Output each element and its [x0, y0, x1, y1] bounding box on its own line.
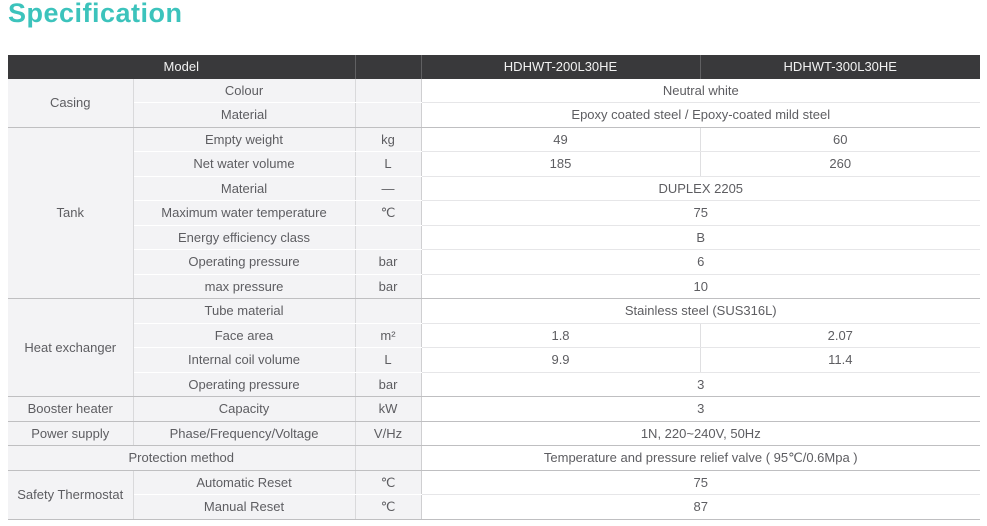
value-cell-300l: 2.07: [700, 323, 980, 348]
spec-label: Maximum water temperature: [133, 201, 355, 226]
value-cell: 75: [421, 470, 980, 495]
table-row: [8, 299, 980, 324]
unit-cell: [355, 299, 421, 324]
unit-cell: L: [355, 152, 421, 177]
unit-cell: bar: [355, 372, 421, 397]
group-cell-protection-method: Protection method: [8, 446, 355, 471]
unit-cell: [355, 79, 421, 103]
table-row: [8, 274, 980, 299]
spec-label: Material: [133, 176, 355, 201]
spec-label: Manual Reset: [133, 495, 355, 520]
unit-cell: bar: [355, 250, 421, 275]
value-cell: 3: [421, 372, 980, 397]
unit-cell: —: [355, 176, 421, 201]
table-row: [8, 225, 980, 250]
value-cell: 1N, 220~240V, 50Hz: [421, 421, 980, 446]
spec-label: Operating pressure: [133, 250, 355, 275]
unit-cell: m²: [355, 323, 421, 348]
table-row: [8, 348, 980, 373]
table-row: [8, 421, 980, 446]
unit-cell: ℃: [355, 201, 421, 226]
unit-cell: ℃: [355, 495, 421, 520]
spec-label: Face area: [133, 323, 355, 348]
table-row: [8, 372, 980, 397]
value-cell: Epoxy coated steel / Epoxy-coated mild steel: [421, 103, 980, 128]
table-row: [8, 127, 980, 152]
spec-label: Phase/Frequency/Voltage: [133, 421, 355, 446]
table-row: [8, 470, 980, 495]
unit-cell: [355, 103, 421, 128]
value-cell: Temperature and pressure relief valve ( 95℃/0.6Mpa ): [421, 446, 980, 471]
value-cell-200l: 185: [421, 152, 700, 177]
table-row: [8, 397, 980, 422]
page-title: Specification: [8, 0, 183, 28]
unit-cell: [355, 225, 421, 250]
spec-label: Capacity: [133, 397, 355, 422]
unit-cell: kg: [355, 127, 421, 152]
column-header-300l: HDHWT-300L30HE: [700, 55, 980, 79]
spec-label: Empty weight: [133, 127, 355, 152]
value-cell-200l: 1.8: [421, 323, 700, 348]
value-cell: 87: [421, 495, 980, 520]
table-row: [8, 201, 980, 226]
group-cell-tank: Tank: [8, 127, 133, 299]
table-row: [8, 79, 980, 103]
spec-label: Net water volume: [133, 152, 355, 177]
value-cell-200l: 9.9: [421, 348, 700, 373]
group-cell-casing: Casing: [8, 79, 133, 128]
table-row: [8, 323, 980, 348]
value-cell: DUPLEX 2205: [421, 176, 980, 201]
spec-label: Energy efficiency class: [133, 225, 355, 250]
unit-cell: kW: [355, 397, 421, 422]
table-row: [8, 495, 980, 520]
group-cell-booster-heater: Booster heater: [8, 397, 133, 422]
table-header-row: [8, 55, 980, 79]
specification-table: [8, 55, 980, 520]
table-row: [8, 446, 980, 471]
table-row: [8, 152, 980, 177]
spec-label: Material: [133, 103, 355, 128]
spec-label: max pressure: [133, 274, 355, 299]
model-header: Model: [8, 55, 355, 79]
unit-cell: [355, 446, 421, 471]
unit-cell: V/Hz: [355, 421, 421, 446]
spec-label: Automatic Reset: [133, 470, 355, 495]
unit-cell: ℃: [355, 470, 421, 495]
value-cell-300l: 260: [700, 152, 980, 177]
spec-label: Operating pressure: [133, 372, 355, 397]
unit-cell: L: [355, 348, 421, 373]
value-cell: 10: [421, 274, 980, 299]
unit-cell: bar: [355, 274, 421, 299]
value-cell: 6: [421, 250, 980, 275]
value-cell: 75: [421, 201, 980, 226]
value-cell: Neutral white: [421, 79, 980, 103]
value-cell-300l: 11.4: [700, 348, 980, 373]
table-row: [8, 250, 980, 275]
value-cell: B: [421, 225, 980, 250]
value-cell-200l: 49: [421, 127, 700, 152]
unit-header: [355, 55, 421, 79]
table-row: [8, 176, 980, 201]
spec-label: Colour: [133, 79, 355, 103]
table-row: [8, 103, 980, 128]
spec-label: Tube material: [133, 299, 355, 324]
value-cell: Stainless steel (SUS316L): [421, 299, 980, 324]
column-header-200l: HDHWT-200L30HE: [421, 55, 700, 79]
group-cell-safety-thermostat: Safety Thermostat: [8, 470, 133, 519]
value-cell: 3: [421, 397, 980, 422]
spec-label: Internal coil volume: [133, 348, 355, 373]
value-cell-300l: 60: [700, 127, 980, 152]
group-cell-power-supply: Power supply: [8, 421, 133, 446]
group-cell-heat-exchanger: Heat exchanger: [8, 299, 133, 397]
